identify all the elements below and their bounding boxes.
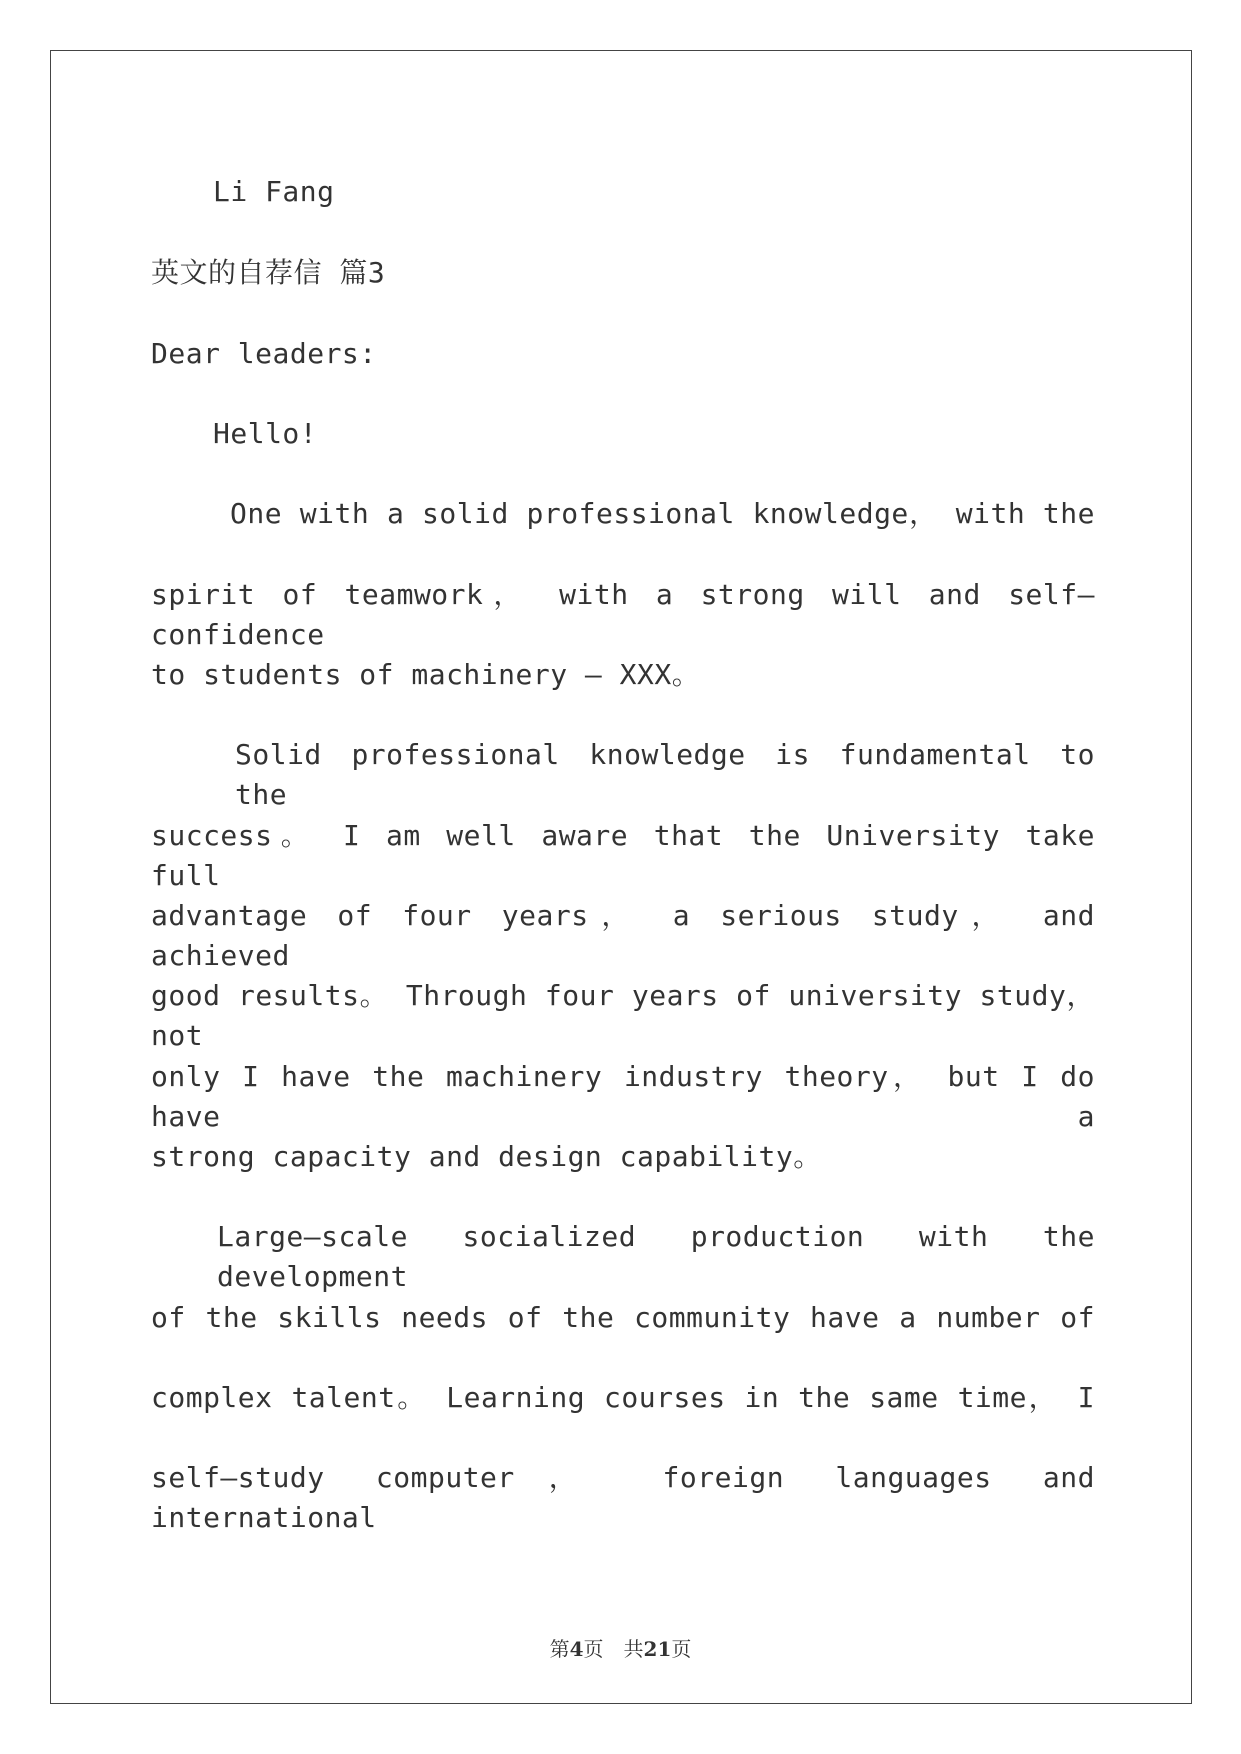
salutation: Dear leaders: [151, 337, 377, 370]
paragraph-line: success。 I am well aware that the University take full [151, 819, 1095, 892]
paragraph-line: spirit of teamwork， with a strong will and self—confidence [151, 578, 1095, 651]
paragraph-line: One with a solid professional knowledge， with the [230, 497, 1095, 530]
total-page-count: 21 [643, 1637, 672, 1661]
paragraph-line: Large—scale socialized production with the development [217, 1220, 1095, 1293]
paragraph-line: advantage of four years， a serious study， and achieved [151, 899, 1095, 972]
current-page-number: 4 [569, 1637, 584, 1661]
footer-suffix: 页 [671, 1637, 692, 1661]
page-footer [0, 1634, 1241, 1664]
paragraph-line: strong capacity and design capability。 [151, 1140, 822, 1173]
greeting: Hello! [213, 417, 318, 450]
section-heading: 英文的自荐信 篇3 [151, 256, 386, 289]
footer-prefix: 第 [549, 1637, 570, 1661]
paragraph-line: self—study computer， foreign languages and international [151, 1461, 1095, 1534]
paragraph-line: to students of machinery — XXX。 [151, 658, 701, 691]
paragraph-line: only I have the machinery industry theory， but I do have a [151, 1060, 1095, 1133]
paragraph-line: complex talent。 Learning courses in the same time， I [151, 1381, 1095, 1414]
footer-middle: 页 共 [583, 1637, 644, 1661]
signature-name: Li Fang [213, 175, 335, 208]
paragraph-line: of the skills needs of the community have a number of [151, 1301, 1095, 1334]
page-border [50, 50, 1192, 1704]
paragraph-line: Solid professional knowledge is fundamental to the [235, 738, 1095, 811]
paragraph-line: good results。 Through four years of university study， not [151, 979, 1095, 1052]
